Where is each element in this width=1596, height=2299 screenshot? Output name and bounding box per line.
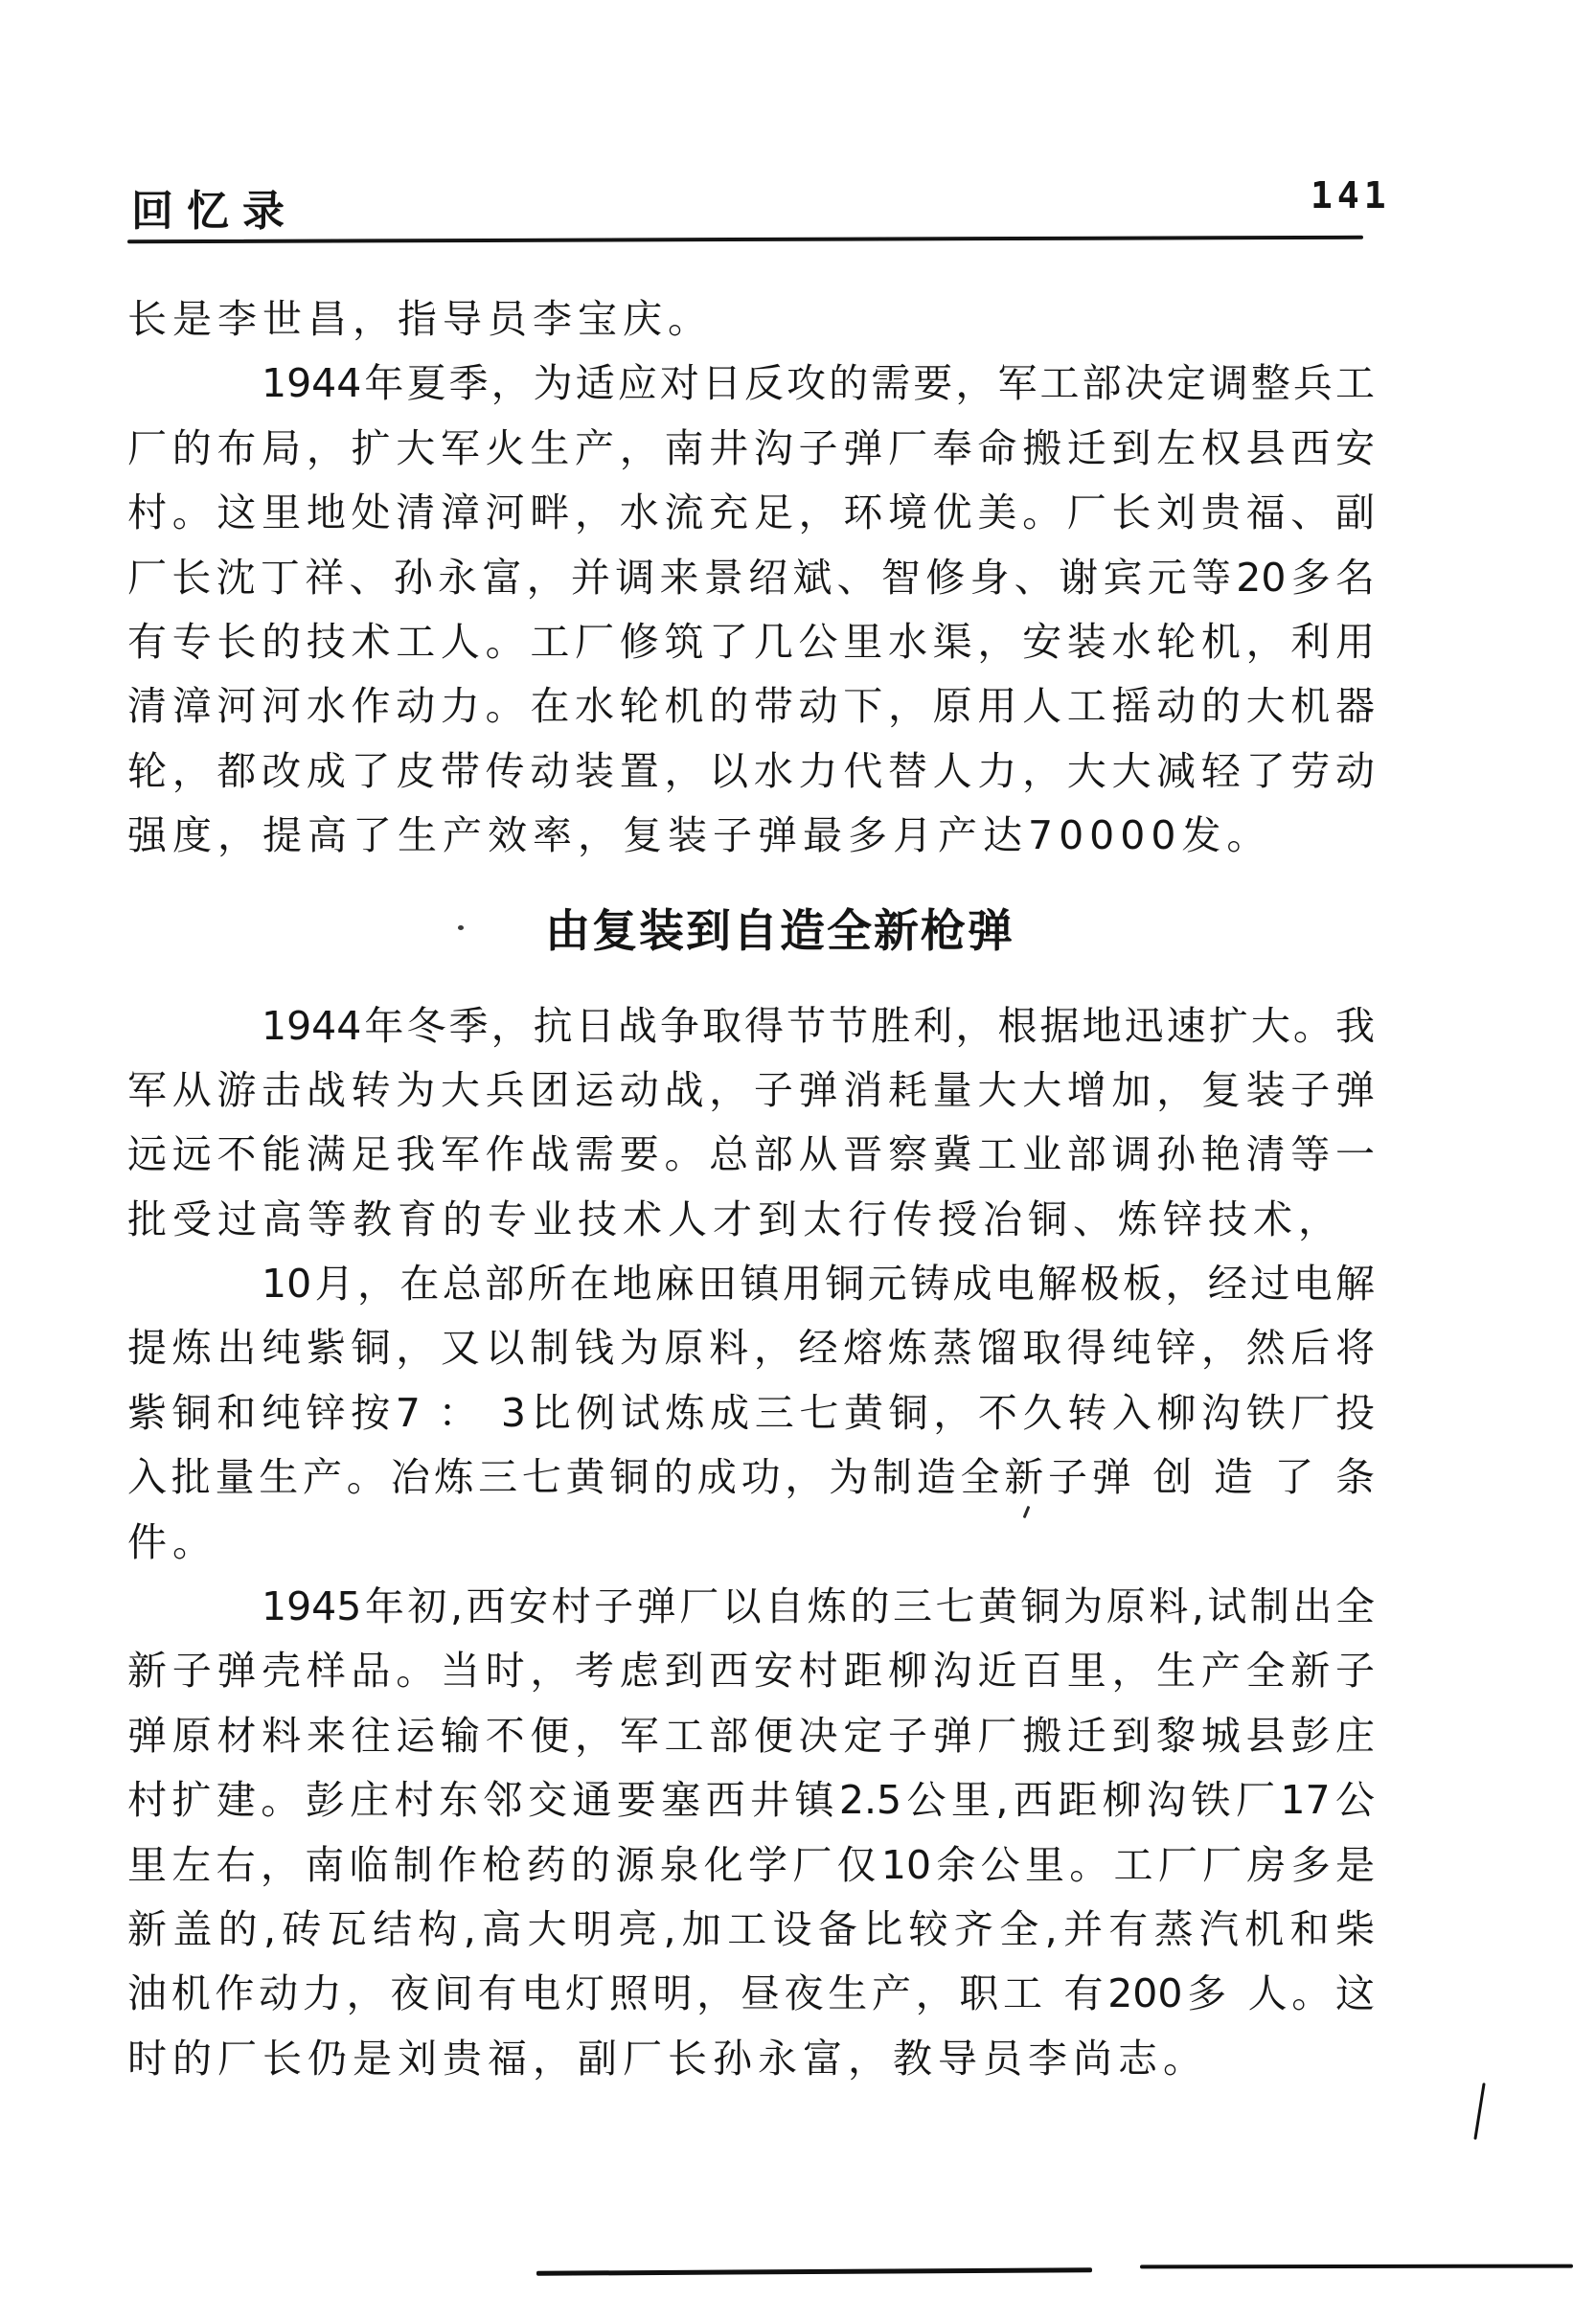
text-line: 厂长沈丁祥、孙永富，并调来景绍斌、智修身、谢宾元等20多名 [127, 554, 1375, 601]
text-line: 紫铜和纯锌按7 ： 3比例试炼成三七黄铜，不久转入柳沟铁厂投 [127, 1389, 1375, 1436]
text-line: 入批量生产。冶炼三七黄铜的成功，为制造全新子弹 创 造 了 条 [127, 1454, 1375, 1501]
text-line: 件。 [127, 1518, 217, 1565]
text-line: 厂的布局，扩大军火生产，南井沟子弹厂奉命搬迁到左权县西安 [127, 424, 1375, 471]
text-line: 提炼出纯紫铜，又以制钱为原料，经熔炼蒸馏取得纯锌，然后将 [127, 1325, 1375, 1372]
text-line: 1945年初,西安村子弹厂以自炼的三七黄铜为原料,试制出全 [262, 1583, 1375, 1630]
text-line: 时的厂长仍是刘贵福，副厂长孙永富，教导员李尚志。 [127, 2035, 1208, 2082]
text-line: 清漳河河水作动力。在水轮机的带动下，原用人工摇动的大机器 [127, 683, 1375, 730]
page-number: 141 [1311, 174, 1391, 216]
text-line: 1944年冬季，抗日战争取得节节胜利，根据地迅速扩大。我 [262, 1002, 1375, 1049]
text-line: 1944年夏季，为适应对日反攻的需要，军工部决定调整兵工 [262, 360, 1375, 407]
body-column [127, 287, 1375, 2091]
text-line: 油机作动力，夜间有电灯照明，昼夜生产，职工 有200多 人。这 [127, 1970, 1375, 2017]
header-rule [127, 236, 1363, 244]
scan-artifact-bottom-rule [536, 2267, 1092, 2276]
text-line: 村扩建。彭庄村东邻交通要塞西井镇2.5公里,西距柳沟铁厂17公 [127, 1777, 1375, 1824]
text-line: 远远不能满足我军作战需要。总部从晋察冀工业部调孙艳清等一 [127, 1131, 1375, 1178]
text-line: 10月，在总部所在地麻田镇用铜元铸成电解极板，经过电解 [262, 1261, 1375, 1308]
text-line: 新子弹壳样品。当时，考虑到西安村距柳沟近百里，生产全新子 [127, 1648, 1375, 1695]
text-line: 村。这里地处清漳河畔，水流充足，环境优美。厂长刘贵福、副 [127, 489, 1375, 536]
text-line: 军从游击战转为大兵团运动战，子弹消耗量大大增加，复装子弹 [127, 1066, 1375, 1113]
text-line: 批受过高等教育的专业技术人才到太行传授冶铜、炼锌技术， [127, 1195, 1343, 1242]
scan-artifact-dot [458, 925, 464, 930]
text-line: 里左右，南临制作枪药的源泉化学厂仅10余公里。工厂厂房多是 [127, 1841, 1375, 1888]
section-heading: 由复装到自造全新枪弹 [545, 904, 1015, 958]
scan-artifact-slash [1473, 2083, 1485, 2140]
text-line: 轮，都改成了皮带传动装置，以水力代替人力，大大减轻了劳动 [127, 747, 1375, 794]
scan-artifact-bottom-rule [1140, 2265, 1573, 2269]
text-line: 有专长的技术工人。工厂修筑了几公里水渠，安装水轮机，利用 [127, 618, 1375, 665]
text-line: 强度，提高了生产效率，复装子弹最多月产达70000发。 [127, 812, 1272, 859]
text-line: 长是李世昌，指导员李宝庆。 [127, 296, 713, 342]
text-line: 新盖的,砖瓦结构,高大明亮,加工设备比较齐全,并有蒸汽机和柴 [127, 1905, 1375, 1952]
text-line: 弹原材料来往运输不便，军工部便决定子弹厂搬迁到黎城县彭庄 [127, 1712, 1375, 1759]
running-header-title: 回忆录 [131, 187, 298, 236]
